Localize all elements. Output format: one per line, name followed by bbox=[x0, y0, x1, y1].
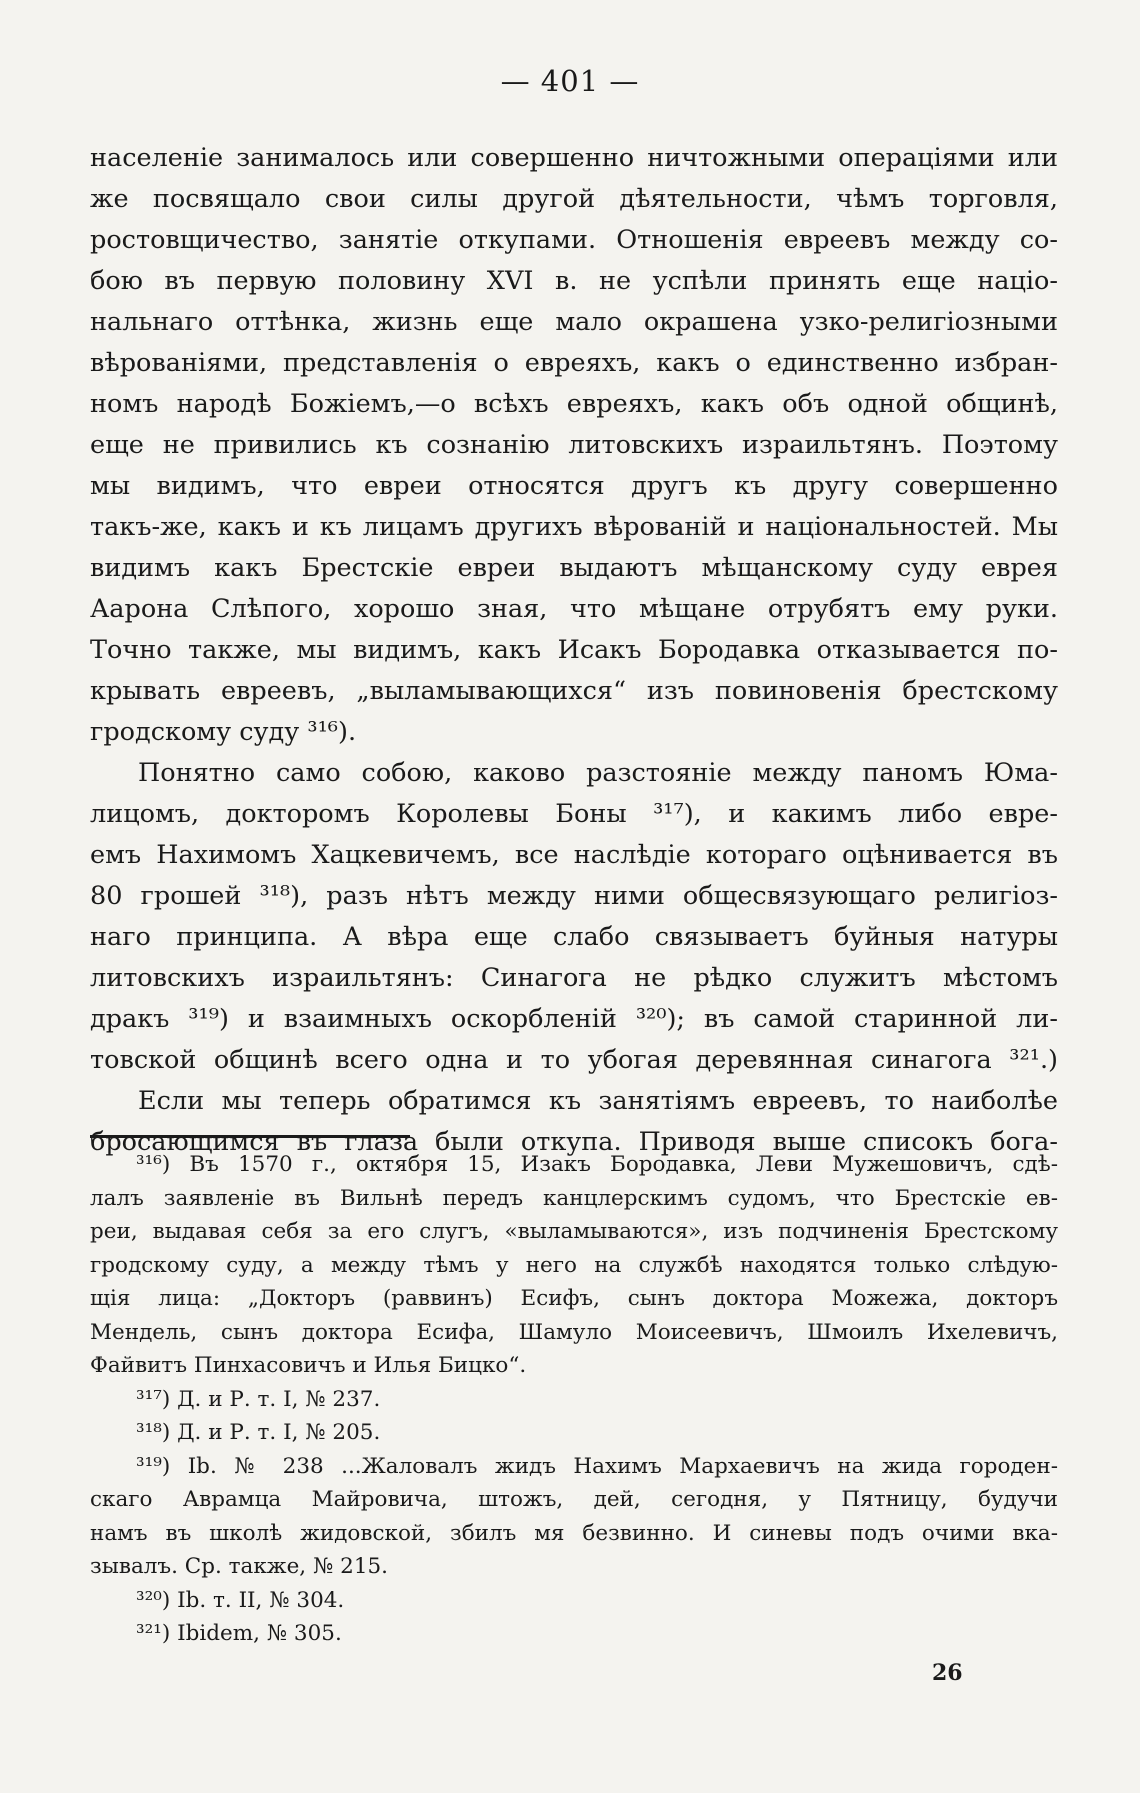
page-number: — 401 — bbox=[500, 64, 640, 98]
footnote-line: Мендель, сынъ доктора Есифа, Шамуло Моисеевичъ, Шмоилъ Ихелевичъ, bbox=[90, 1319, 1058, 1345]
text-line: емъ Нахимомъ Хацкевичемъ, все наслѣдіе котораго оцѣнивается въ bbox=[90, 840, 1058, 870]
footnote-line: Файвитъ Пинхасовичъ и Илья Бицко“. bbox=[90, 1353, 527, 1378]
footnote-line: скаго Аврамца Майровича, штожъ, дей, сегодня, у Пятницу, будучи bbox=[90, 1487, 1058, 1512]
text-line: Понятно само собою, каково разстояніе между паномъ Юма- bbox=[138, 758, 1058, 788]
text-line: наго принципа. А вѣра еще слабо связываетъ буйныя натуры bbox=[90, 922, 1058, 952]
text-line: литовскихъ израильтянъ: Синагога не рѣдко служитъ мѣстомъ bbox=[90, 963, 1058, 993]
text-line: гродскому суду ³¹⁶). bbox=[90, 717, 357, 747]
main-text bbox=[90, 138, 1058, 1163]
footnote-line: лалъ заявленіе въ Вильнѣ передъ канцлерскимъ судомъ, что Брестскіе ев- bbox=[90, 1185, 1058, 1211]
footnote-line: ³²⁰) Ib. т. II, № 304. bbox=[136, 1587, 345, 1613]
footnote-line: ³¹⁸) Д. и Р. т. I, № 205. bbox=[136, 1420, 381, 1445]
footnote-line: ³¹⁷) Д. и Р. т. I, № 237. bbox=[136, 1386, 381, 1412]
footnote-line: реи, выдавая себя за его слугъ, «выламываются», изъ подчиненія Брестскому bbox=[90, 1219, 1058, 1244]
text-line: же посвящало свои силы другой дѣятельности, чѣмъ торговля, bbox=[90, 184, 1058, 214]
text-line: дракъ ³¹⁹) и взаимныхъ оскорбленій ³²⁰); въ самой старинной ли- bbox=[90, 1004, 1058, 1034]
text-line: вѣрованіями, представленія о евреяхъ, какъ о единственно избран- bbox=[90, 348, 1058, 378]
sheet-signature-number: 26 bbox=[932, 1660, 963, 1686]
text-line: населеніе занималось или совершенно ничтожными операціями или bbox=[90, 143, 1058, 173]
text-line: Аарона Слѣпого, хорошо зная, что мѣщане отрубятъ ему руки. bbox=[90, 594, 1058, 624]
text-line: 80 грошей ³¹⁸), разъ нѣтъ между ними общесвязующаго религіоз- bbox=[90, 881, 1058, 911]
footnote-line: намъ въ школѣ жидовской, збилъ мя безвинно. И синевы подъ очими вка- bbox=[90, 1520, 1058, 1546]
text-line: такъ-же, какъ и къ лицамъ другихъ вѣрованій и національностей. Мы bbox=[90, 512, 1058, 542]
text-line: нальнаго оттѣнка, жизнь еще мало окрашена узко-религіозными bbox=[90, 307, 1058, 337]
text-line: крывать евреевъ, „выламывающихся“ изъ повиновенія брестскому bbox=[90, 676, 1058, 706]
text-line: Если мы теперь обратимся къ занятіямъ евреевъ, то наиболѣе bbox=[138, 1086, 1058, 1116]
text-line: видимъ какъ Брестскіе евреи выдаютъ мѣщанскому суду еврея bbox=[90, 553, 1058, 583]
text-line: Точно также, мы видимъ, какъ Исакъ Бородавка отказывается по- bbox=[90, 635, 1058, 665]
text-line: бросающимся въ глаза были откупа. Приводя выше списокъ бога- bbox=[90, 1127, 1058, 1157]
text-line: мы видимъ, что евреи относятся другъ къ другу совершенно bbox=[90, 471, 1058, 501]
footnote-divider bbox=[90, 1135, 410, 1138]
footnote-line: гродскому суду, а между тѣмъ у него на службѣ находятся только слѣдую- bbox=[90, 1252, 1058, 1278]
text-line: товской общинѣ всего одна и то убогая деревянная синагога ³²¹.) bbox=[90, 1045, 1058, 1075]
text-line: ростовщичество, занятіе откупами. Отношенія евреевъ между со- bbox=[90, 225, 1058, 255]
text-line: лицомъ, докторомъ Королевы Боны ³¹⁷), и какимъ либо евре- bbox=[90, 799, 1058, 829]
text-line: бою въ первую половину XVI в. не успѣли принять еще націо- bbox=[90, 266, 1058, 296]
footnote-line: ³¹⁶) Въ 1570 г., октября 15, Изакъ Бородавка, Леви Мужешовичъ, сдѣ- bbox=[136, 1152, 1058, 1177]
footnote-line: ³¹⁹) Ib. № 238 ...Жаловалъ жидъ Нахимъ Мархаевичъ на жида городен- bbox=[136, 1453, 1058, 1479]
text-line: еще не привились къ сознанію литовскихъ израильтянъ. Поэтому bbox=[90, 430, 1058, 460]
footnote-line: щія лица: „Докторъ (раввинъ) Есифъ, сынъ доктора Можежа, докторъ bbox=[90, 1286, 1058, 1311]
footnote-line: зывалъ. Ср. также, № 215. bbox=[90, 1554, 389, 1579]
text-line: номъ народѣ Божіемъ,—о всѣхъ евреяхъ, какъ объ одной общинѣ, bbox=[90, 389, 1058, 419]
footnotes bbox=[90, 1148, 1058, 1651]
footnote-line: ³²¹) Ibidem, № 305. bbox=[136, 1621, 342, 1646]
